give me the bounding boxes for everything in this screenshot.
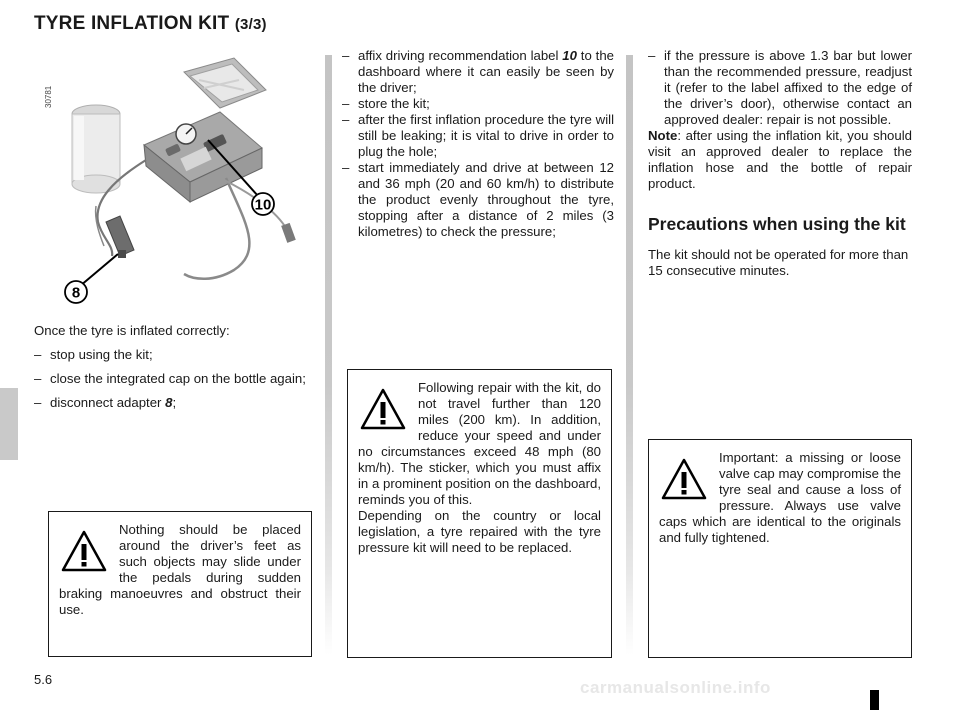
watermark: carmanualsonline.info bbox=[580, 678, 771, 697]
warning-box-feet bbox=[48, 511, 312, 657]
list-item: – if the pressure is above 1.3 bar but lower than the recommended pressure, readjust it (refer to the label affixed to the edge of the driver’s door), otherwise contact an approved dealer: repair is not possible. bbox=[648, 48, 912, 128]
label-ref: 10 bbox=[562, 48, 577, 63]
column-2 bbox=[342, 48, 614, 240]
column-divider-2 bbox=[626, 55, 633, 655]
warning-text-legislation: Depending on the country or local legislation, a tyre repaired with the tyre pressure kit will need to be replaced. bbox=[358, 508, 601, 555]
note-label: Note bbox=[648, 128, 678, 143]
list-item: – stop using the kit; bbox=[34, 347, 314, 363]
column-divider-1 bbox=[325, 55, 332, 655]
warning-triangle-icon bbox=[360, 388, 406, 430]
warning-triangle-icon bbox=[61, 530, 107, 572]
page-number: 5.6 bbox=[34, 672, 53, 687]
inflation-kit-illustration bbox=[34, 50, 314, 320]
pressure-check-list bbox=[648, 48, 912, 128]
page-title: TYRE INFLATION KIT (3/3) bbox=[34, 13, 267, 34]
intro-text: Once the tyre is inflated correctly: bbox=[34, 323, 230, 338]
list-item: – affix driving recommendation label 10 to the dashboard where it can easily be seen by the driver; bbox=[342, 48, 614, 96]
warning-text: Important: a missing or loose valve cap may compromise the tyre seal and cause a loss of pressure. Always use valve caps which are identical to the originals and fully tightened. bbox=[659, 450, 901, 545]
note-paragraph: Note: after using the inflation kit, you should visit an approved dealer to replace the inflation hose and the bottle of repair product. bbox=[648, 128, 912, 191]
precautions-text: The kit should not be operated for more than 15 consecutive minutes. bbox=[648, 247, 909, 278]
kit-steps-list bbox=[342, 48, 614, 240]
list-item: – close the integrated cap on the bottle again; bbox=[34, 371, 314, 387]
list-item: – disconnect adapter 8; bbox=[34, 395, 314, 411]
warning-text: Nothing should be placed around the driver’s feet as such objects may slide under the pedals during sudden braking manoeuvres and obstruct their use. bbox=[59, 522, 301, 617]
figure-ref-code: 30781 bbox=[44, 85, 53, 108]
list-item: – after the first inflation procedure the tyre will still be leaking; it is vital to drive in order to plug the hole; bbox=[342, 112, 614, 160]
chapter-tab bbox=[0, 388, 18, 460]
inflation-kit-figure bbox=[34, 50, 314, 320]
after-inflation-list bbox=[34, 347, 314, 411]
list-item: – store the kit; bbox=[342, 96, 614, 112]
column-3 bbox=[648, 48, 912, 279]
adapter-ref: 8 bbox=[165, 395, 173, 410]
warning-triangle-icon bbox=[661, 458, 707, 500]
callout-8: 8 bbox=[71, 284, 81, 302]
page-edge-marker bbox=[870, 690, 879, 710]
warning-box-repair bbox=[347, 369, 612, 658]
precautions-heading: Precautions when using the kit bbox=[648, 214, 906, 234]
warning-text: Following repair with the kit, do not travel further than 120 miles (200 km). In addition, reduce your speed and under no circumstances exceed 48 mph (80 km/h). The sticker, which you must affix in a prominent position on the dashboard, reminds you of this. bbox=[358, 380, 601, 507]
column-1 bbox=[34, 323, 314, 411]
list-item: – start immediately and drive at between 12 and 36 mph (20 and 60 km/h) to distribute the product evenly throughout the tyre, stopping after a distance of 2 miles (3 kilometres) to check the pressure; bbox=[342, 160, 614, 240]
callout-10: 10 bbox=[254, 196, 272, 214]
warning-box-valve-cap bbox=[648, 439, 912, 658]
